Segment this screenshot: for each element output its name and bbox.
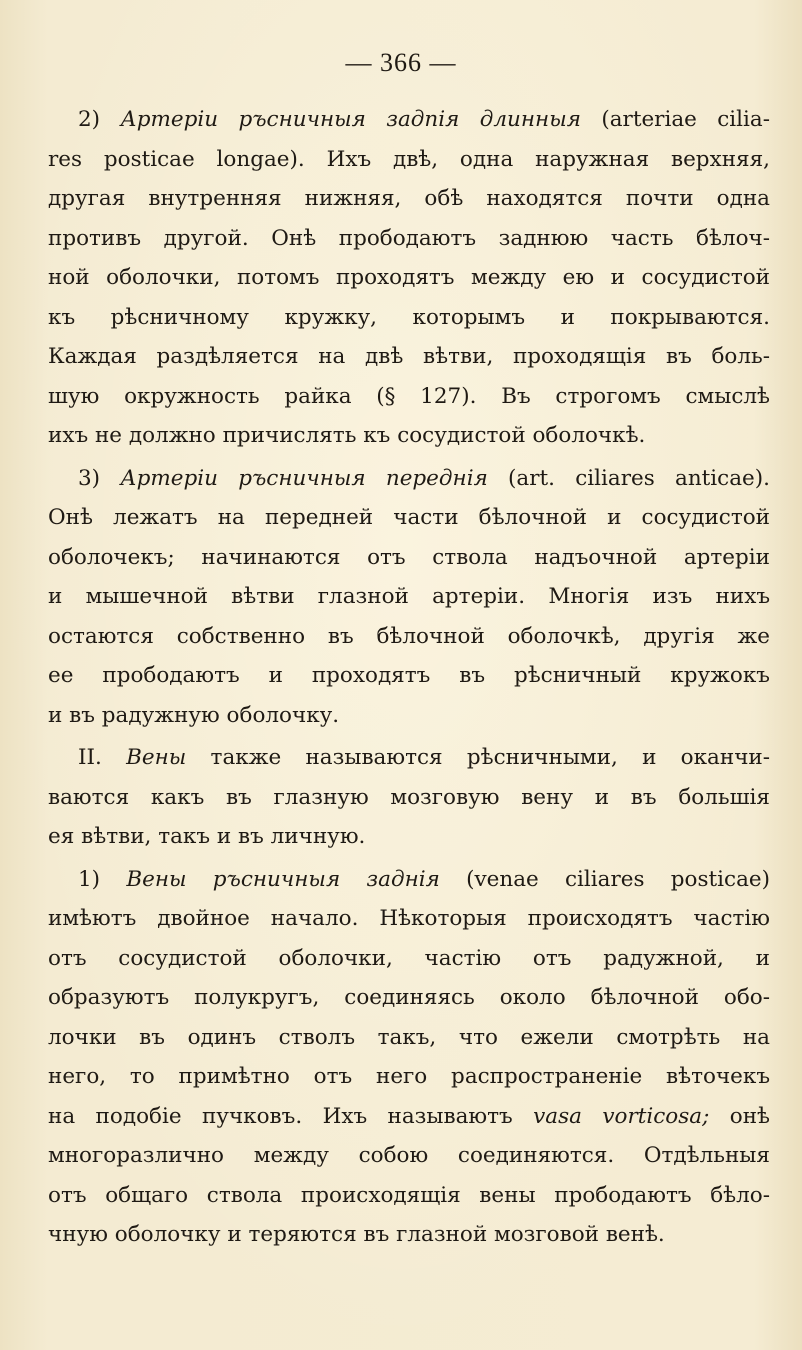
text-run: ея вѣтви, такъ и въ личную. <box>48 824 366 849</box>
text-line <box>48 978 770 1018</box>
text-run: ной оболочки, потомъ проходятъ между ею и сосудистой <box>48 265 770 290</box>
text-run: отъ сосудистой оболочки, частію отъ радужной, и <box>48 945 770 971</box>
text-line <box>48 899 770 939</box>
text-line <box>48 140 770 180</box>
text-run: 2) <box>78 107 121 132</box>
paragraph <box>48 459 770 736</box>
text-line <box>48 377 770 417</box>
text-line <box>48 1057 770 1097</box>
text-run: оболочекъ; начинаются отъ ствола надъочной артеріи <box>48 544 770 570</box>
text-line <box>48 817 770 857</box>
text-run: 3) <box>78 465 121 491</box>
text-run: (art. ciliares anticae). <box>487 465 770 491</box>
text-run: res posticae longae). Ихъ двѣ, одна наружная верхняя, <box>48 146 770 172</box>
text-run: другая внутренняя нижняя, обѣ находятся почти одна <box>48 186 770 211</box>
italic-term: Вены <box>126 745 187 770</box>
text-line <box>48 498 770 538</box>
text-run: также называются рѣсничными, и оканчи- <box>186 745 770 770</box>
text-line <box>48 298 770 338</box>
text-line <box>48 1136 770 1176</box>
text-line <box>48 538 770 578</box>
text-line <box>48 219 770 259</box>
text-run: ваются какъ въ глазную мозговую вену и въ большія <box>48 784 770 810</box>
text-line <box>48 656 770 696</box>
text-run: ее прободаютъ и проходятъ въ рѣсничный кружокъ <box>48 663 770 688</box>
text-run: и въ радужную оболочку. <box>48 702 340 728</box>
text-line <box>48 778 770 818</box>
text-line <box>48 100 770 140</box>
page-number: — 366 — <box>345 48 457 77</box>
text-line <box>48 617 770 657</box>
text-line <box>48 860 770 900</box>
text-line <box>48 459 770 499</box>
text-run: него, то примѣтно отъ него распространеніе вѣточекъ <box>48 1064 770 1089</box>
text-run: Каждая раздѣляется на двѣ вѣтви, проходящія въ боль- <box>48 344 770 369</box>
text-run: имѣютъ двойное начало. Нѣкоторыя происходятъ частію <box>48 906 770 931</box>
italic-term: Артеріи ръсничныя задпія длинныя <box>120 107 581 132</box>
text-run: (venae ciliares posticae) <box>439 866 770 892</box>
text-line <box>48 1176 770 1216</box>
text-line <box>48 1097 770 1137</box>
text-run: ихъ не должно причислять къ сосудистой оболочкѣ. <box>48 423 646 448</box>
text-run: II. <box>78 745 127 770</box>
text-line <box>48 577 770 617</box>
body-text <box>48 100 770 1255</box>
text-run: противъ другой. Онѣ прободаютъ заднюю часть бѣлоч- <box>48 225 770 251</box>
text-line <box>48 738 770 778</box>
text-run: многоразлично между собою соединяются. Отдѣльныя <box>48 1143 770 1168</box>
text-run: чную оболочку и теряются въ глазной мозговой венѣ. <box>48 1222 665 1247</box>
text-run: Онѣ лежатъ на передней части бѣлочной и сосудистой <box>48 505 770 530</box>
paragraph <box>48 100 770 456</box>
text-run: 1) <box>78 866 127 892</box>
text-line <box>48 1018 770 1058</box>
text-line <box>48 1215 770 1255</box>
text-run: къ рѣсничному кружку, которымъ и покрываются. <box>48 304 770 330</box>
text-line <box>48 179 770 219</box>
text-line <box>48 696 770 736</box>
italic-term: vasa vorticosa; <box>533 1103 710 1129</box>
text-run: (arteriae cilia- <box>580 107 770 132</box>
italic-term: Артеріи ръсничныя переднія <box>120 465 488 491</box>
text-run: отъ общаго ствола происходящія вены прободаютъ бѣло- <box>48 1182 770 1208</box>
text-run: лочки въ одинъ стволъ такъ, что ежели смотрѣть на <box>48 1024 770 1050</box>
text-line <box>48 337 770 377</box>
text-run: и мышечной вѣтви глазной артеріи. Многія изъ нихъ <box>48 584 770 609</box>
text-line <box>48 416 770 456</box>
text-run: шую окружность райка (§ 127). Въ строгомъ смыслѣ <box>48 383 770 409</box>
paragraph <box>48 860 770 1255</box>
text-run: остаются собственно въ бѣлочной оболочкѣ, другія же <box>48 623 770 649</box>
paragraph <box>48 738 770 857</box>
italic-term: Вены ръсничныя заднія <box>126 866 440 892</box>
text-run: образуютъ полукругъ, соединяясь около бѣлочной обо- <box>48 985 770 1010</box>
text-run: онѣ <box>709 1103 770 1129</box>
text-line <box>48 939 770 979</box>
text-line <box>48 258 770 298</box>
text-run: на подобіе пучковъ. Ихъ называютъ <box>48 1103 534 1129</box>
